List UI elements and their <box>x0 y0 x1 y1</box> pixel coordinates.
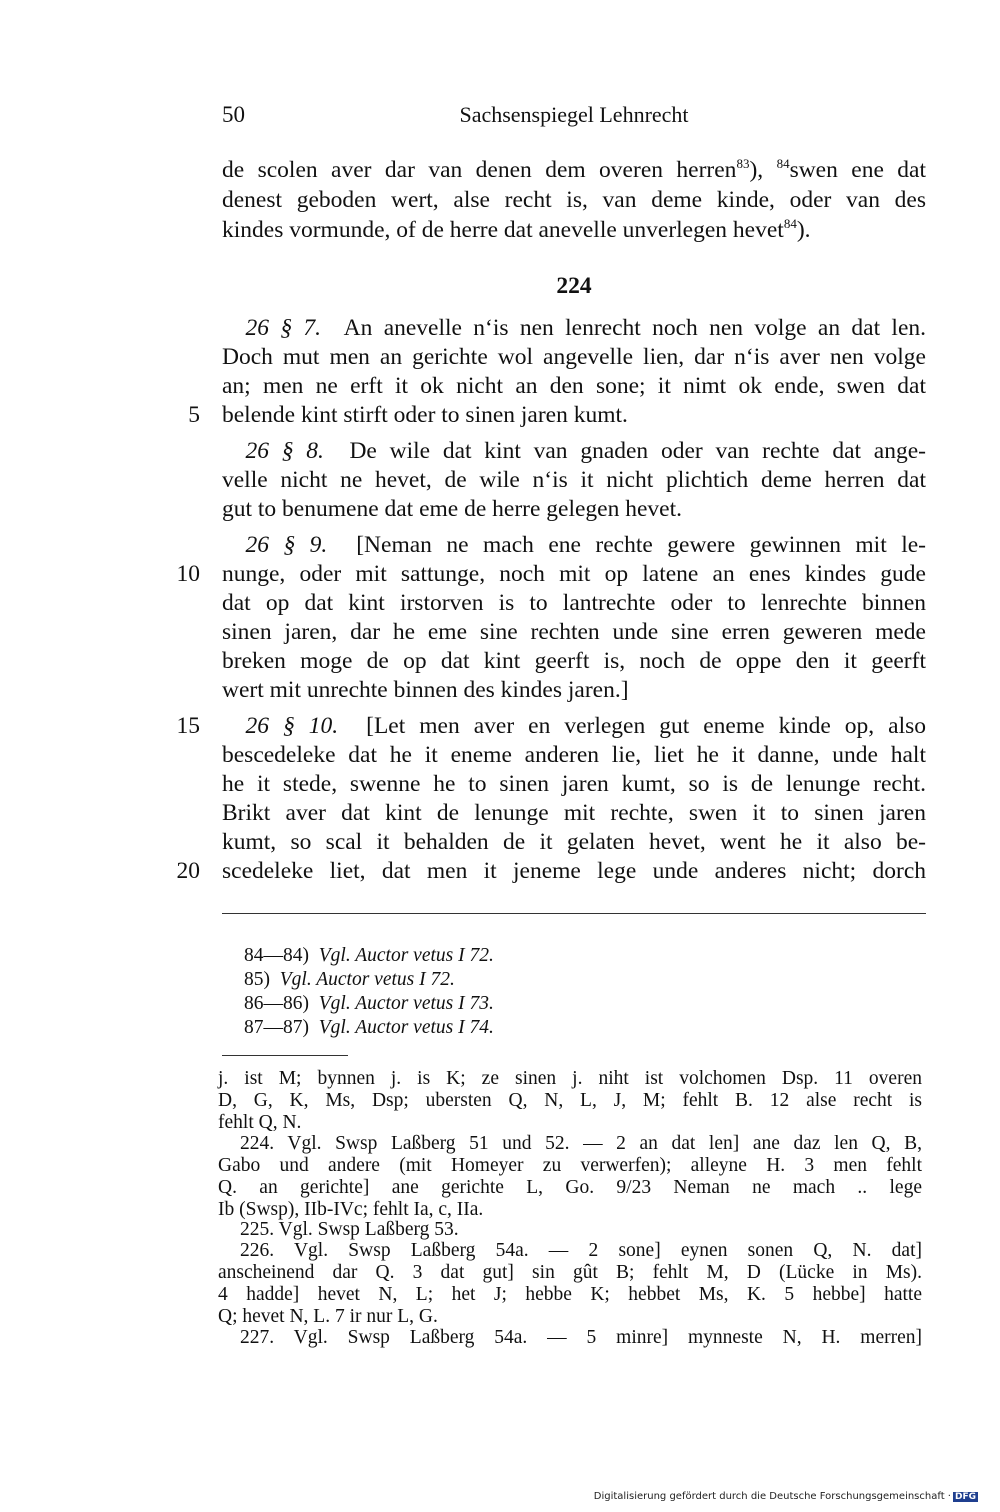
section-ref: 26 § 7. <box>245 315 322 341</box>
text-line: nunge, oder mit sattunge, noch mit op latene an enes kindes gude <box>222 561 926 587</box>
section-ref: 26 § 8. <box>245 438 324 464</box>
funding-credit: Digitalisierung gefördert durch die Deutsche Forschungsgemeinschaft · DFG <box>593 1491 976 1502</box>
text-line: an; men ne erft it ok nicht an den sone; it nimt ok ende, swen dat <box>222 373 926 399</box>
variant-line: 225. Vgl. Swsp Laßberg 53. <box>240 1219 459 1240</box>
footnote-divider <box>222 913 926 914</box>
variant-line: Gabo und andere (mit Homeyer zu verwerfen); alleyne H. 3 men fehlt <box>218 1155 922 1176</box>
text-line: breken moge de op dat kint geerft is, noch de oppe den it geerft <box>222 648 926 674</box>
variant-line: fehlt Q, N. <box>218 1112 302 1133</box>
variant-line: anscheinend dar Q. 3 dat gut] sin gût B; fehlt M, D (Lücke in Ms). <box>218 1262 922 1283</box>
dfg-logo-icon: DFG <box>954 1492 976 1502</box>
running-title: Sachsenspiegel Lehnrecht <box>459 102 689 127</box>
text-line: scedeleke liet, dat men it jeneme lege unde anderes nicht; dorch <box>222 858 926 884</box>
text-line: 26 § 9. [Neman ne mach ene rechte gewere gewinnen mit le- <box>245 532 926 558</box>
variant-line: 227. Vgl. Swsp Laßberg 54a. — 5 minre] mynneste N, H. merren] <box>240 1327 922 1348</box>
text-line: sinen jaren, dar he eme sine rechten unde sine erren geweren mede <box>222 619 926 645</box>
line-number: 5 <box>188 402 200 428</box>
variant-line: 226. Vgl. Swsp Laßberg 54a. — 2 sone] eynen sonen Q, N. dat] <box>240 1240 922 1261</box>
text-line: 26 § 8. De wile dat kint van gnaden oder van rechte dat ange- <box>245 438 926 464</box>
intro-line: denest geboden wert, alse recht is, van deme kinde, oder van des <box>222 187 926 213</box>
variant-line: D, G, K, Ms, Dsp; ubersten Q, N, L, J, M; fehlt B. 12 alse recht is <box>218 1090 922 1111</box>
footnote: 86—86) Vgl. Auctor vetus I 73. <box>244 993 494 1014</box>
intro-line: de scolen aver dar van denen dem overen herren$^{83}$), $^{84}$swen ene dat <box>222 156 927 183</box>
running-header <box>222 102 926 134</box>
variant-line: j. ist M; bynnen j. is K; ze sinen j. niht ist volchomen Dsp. 11 overen <box>218 1068 922 1089</box>
line-number: 20 <box>176 858 200 884</box>
text-line: dat op dat kint irstorven is to lantrechte oder to lenrechte binnen <box>222 590 926 616</box>
apparatus-divider <box>222 1055 348 1056</box>
text-line: velle nicht ne hevet, de wile n‘is it nicht plichtich deme herren dat <box>222 467 926 493</box>
variant-line: 4 hadde] hevet N, L; het J; hebbe K; hebbet Ms, K. 5 hebbe] hatte <box>218 1284 922 1305</box>
footnote: 87—87) Vgl. Auctor vetus I 74. <box>244 1017 494 1038</box>
variant-line: Ib (Swsp), IIb-IVc; fehlt Ia, c, IIa. <box>218 1199 484 1220</box>
footnote: 84—84) Vgl. Auctor vetus I 72. <box>244 945 494 966</box>
variant-line: Q. an gerichte] ane gerichte L, Go. 9/23 Neman ne mach .. lege <box>218 1177 922 1198</box>
section-ref: 26 § 9. <box>245 532 328 558</box>
text-line: Brikt aver dat kint de lenunge mit rechte, swen it to sinen jaren <box>222 800 926 826</box>
text-line: he it stede, swenne he to sinen jaren kumt, so is de lenunge recht. <box>222 771 926 797</box>
text-line: 26 § 10. [Let men aver en verlegen gut eneme kinde op, also <box>245 713 927 739</box>
footnote: 85) Vgl. Auctor vetus I 72. <box>244 969 455 990</box>
section-ref: 26 § 10. <box>245 713 339 739</box>
variant-line: Q; hevet N, L. 7 ir nur L, G. <box>218 1306 438 1327</box>
text-line: kumt, so scal it behalden de it gelaten hevet, went he it also be- <box>222 829 926 855</box>
line-number: 10 <box>176 561 200 587</box>
line-number: 15 <box>176 713 200 739</box>
text-line: belende kint stirft oder to sinen jaren kumt. <box>222 402 628 428</box>
text-line: 26 § 7. An anevelle n‘is nen lenrecht noch nen volge an dat len. <box>245 315 926 341</box>
text-line: bescedeleke dat he it eneme anderen lie, liet he it danne, unde halt <box>222 742 926 768</box>
variant-line: 224. Vgl. Swsp Laßberg 51 und 52. — 2 an dat len] ane daz len Q, B, <box>240 1133 922 1154</box>
section-number: 224 <box>556 273 592 299</box>
text-line: Doch mut men an gerichte wol angevelle lien, dar n‘is aver nen volge <box>222 344 926 370</box>
text-line: wert mit unrechte binnen des kindes jaren.] <box>222 677 629 703</box>
intro-line: kindes vormunde, of de herre dat anevelle unverlegen hevet$^{84}$). <box>222 216 811 243</box>
text-line: gut to benumene dat eme de herre gelegen hevet. <box>222 496 683 522</box>
page-number: 50 <box>222 102 245 127</box>
